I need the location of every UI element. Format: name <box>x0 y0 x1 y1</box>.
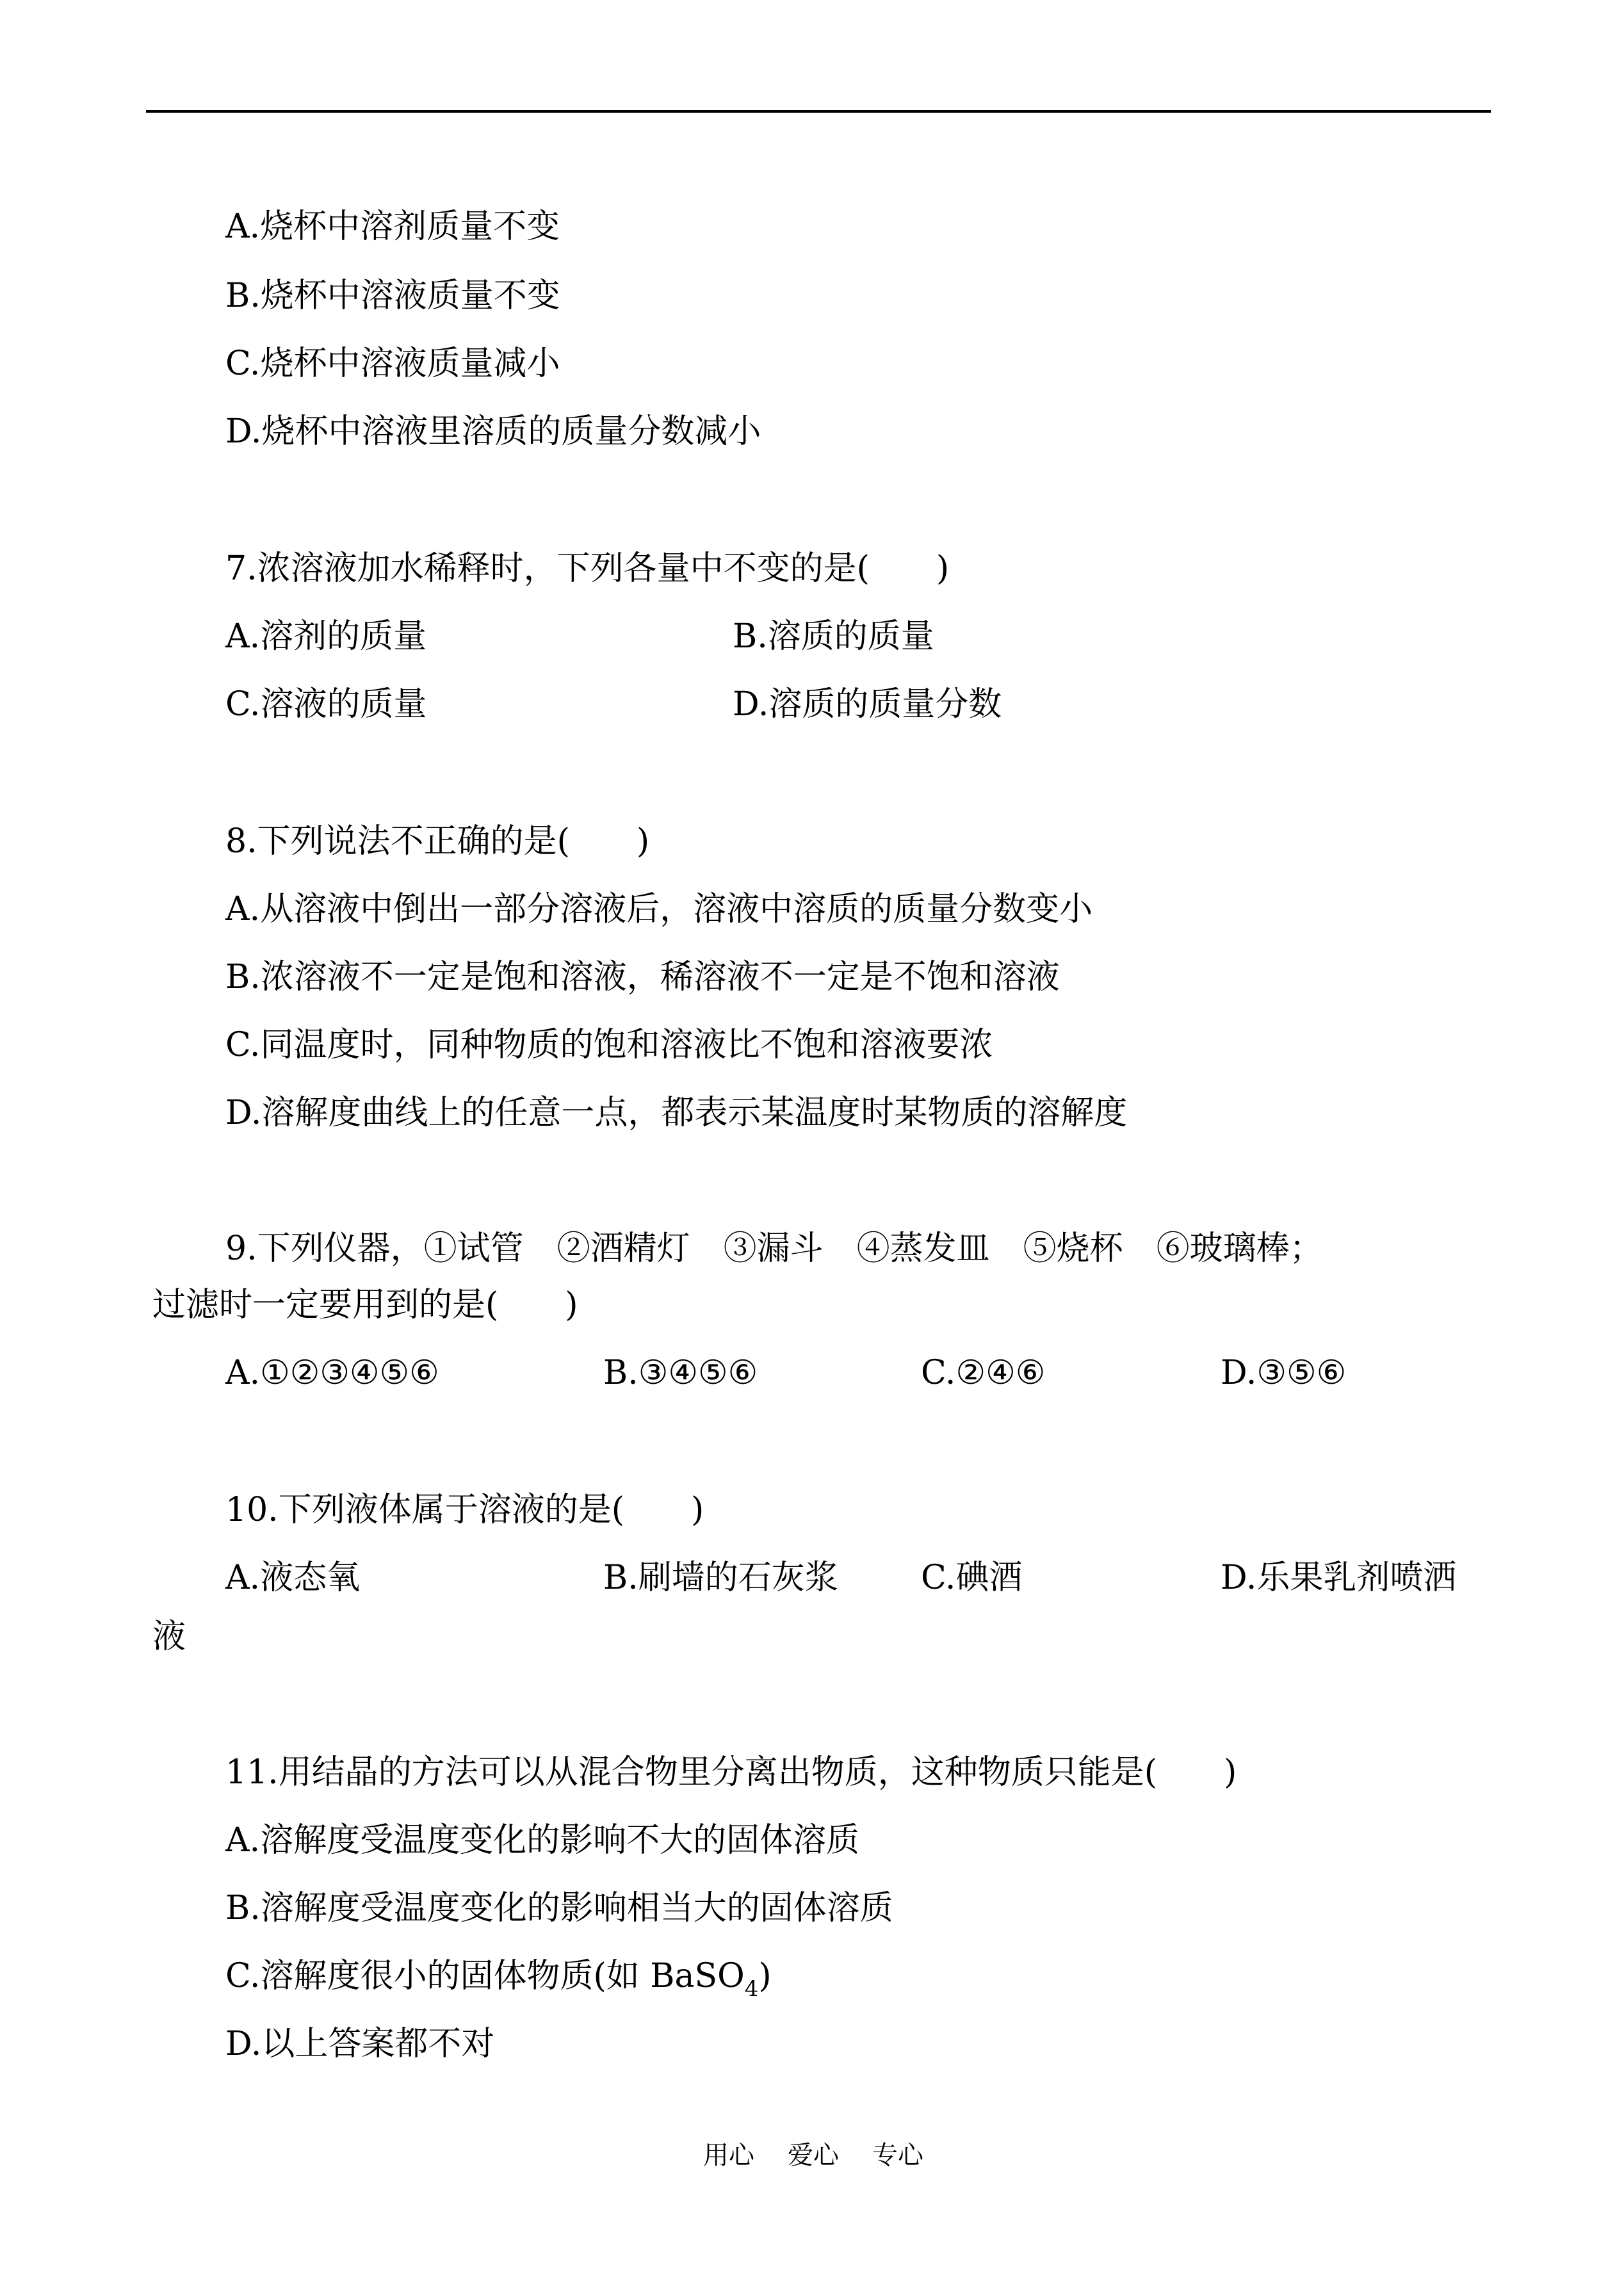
q8-option-b: B.浓溶液不一定是饱和溶液，稀溶液不一定是不饱和溶液 <box>225 958 1060 996</box>
q10-option-c: C.碘酒 <box>921 1559 1023 1597</box>
q11-option-d: D.以上答案都不对 <box>225 2025 495 2063</box>
q9-stem-line1: 9.下列仪器，①试管 ②酒精灯 ③漏斗 ④蒸发皿 ⑤烧杯 ⑥玻璃棒； <box>225 1229 1323 1268</box>
page-footer <box>703 2137 923 2173</box>
q7-option-a: A.溶剂的质量 <box>225 617 427 656</box>
q6-option-b: B.烧杯中溶液质量不变 <box>225 277 560 315</box>
q11-option-c <box>225 1956 772 2000</box>
q10-option-a: A.液态氧 <box>225 1559 361 1597</box>
q9-option-d: D.③⑤⑥ <box>1221 1354 1347 1392</box>
q9-option-c: C.②④⑥ <box>921 1354 1046 1392</box>
footer-part-2: 爱心 <box>788 2141 839 2170</box>
q6-option-d: D.烧杯中溶液里溶质的质量分数减小 <box>225 412 761 451</box>
q11-option-c-subscript: 4 <box>744 1976 759 2002</box>
q10-option-b: B.刷墙的石灰浆 <box>603 1559 838 1597</box>
q8-option-d: D.溶解度曲线上的任意一点，都表示某温度时某物质的溶解度 <box>225 1094 1128 1132</box>
q6-option-c: C.烧杯中溶液质量减小 <box>225 345 560 383</box>
q9-option-b: B.③④⑤⑥ <box>603 1354 758 1392</box>
q10-option-d: D.乐果乳剂喷洒 <box>1221 1559 1457 1597</box>
footer-part-1: 用心 <box>703 2141 754 2170</box>
q11-option-c-close: ) <box>758 1957 772 1995</box>
q11-stem: 11.用结晶的方法可以从混合物里分离出物质，这种物质只能是( ) <box>225 1753 1237 1792</box>
q11-option-a: A.溶解度受温度变化的影响不大的固体溶质 <box>225 1821 860 1860</box>
q9-stem-line2: 过滤时一定要用到的是( ) <box>152 1286 578 1324</box>
q7-stem: 7.浓溶液加水稀释时，下列各量中不变的是( ) <box>225 549 950 588</box>
q8-stem: 8.下列说法不正确的是( ) <box>225 822 650 861</box>
q11-option-b: B.溶解度受温度变化的影响相当大的固体溶质 <box>225 1889 893 1927</box>
q11-option-c-text: C.溶解度很小的固体物质(如 BaSO <box>225 1957 745 1995</box>
q8-option-c: C.同温度时，同种物质的饱和溶液比不饱和溶液要浓 <box>225 1026 993 1064</box>
q7-option-d: D.溶质的质量分数 <box>733 685 1002 724</box>
q7-option-c: C.溶液的质量 <box>225 685 427 724</box>
q8-option-a: A.从溶液中倒出一部分溶液后，溶液中溶质的质量分数变小 <box>225 890 1093 929</box>
q10-stem: 10.下列液体属于溶液的是( ) <box>225 1491 704 1529</box>
header-rule <box>146 110 1491 113</box>
q9-option-a: A.①②③④⑤⑥ <box>225 1354 439 1392</box>
q6-option-a: A.烧杯中溶剂质量不变 <box>225 207 560 246</box>
footer-part-3: 专心 <box>872 2141 923 2170</box>
q7-option-b: B.溶质的质量 <box>733 617 934 656</box>
q10-option-d-wrap: 液 <box>152 1618 186 1656</box>
